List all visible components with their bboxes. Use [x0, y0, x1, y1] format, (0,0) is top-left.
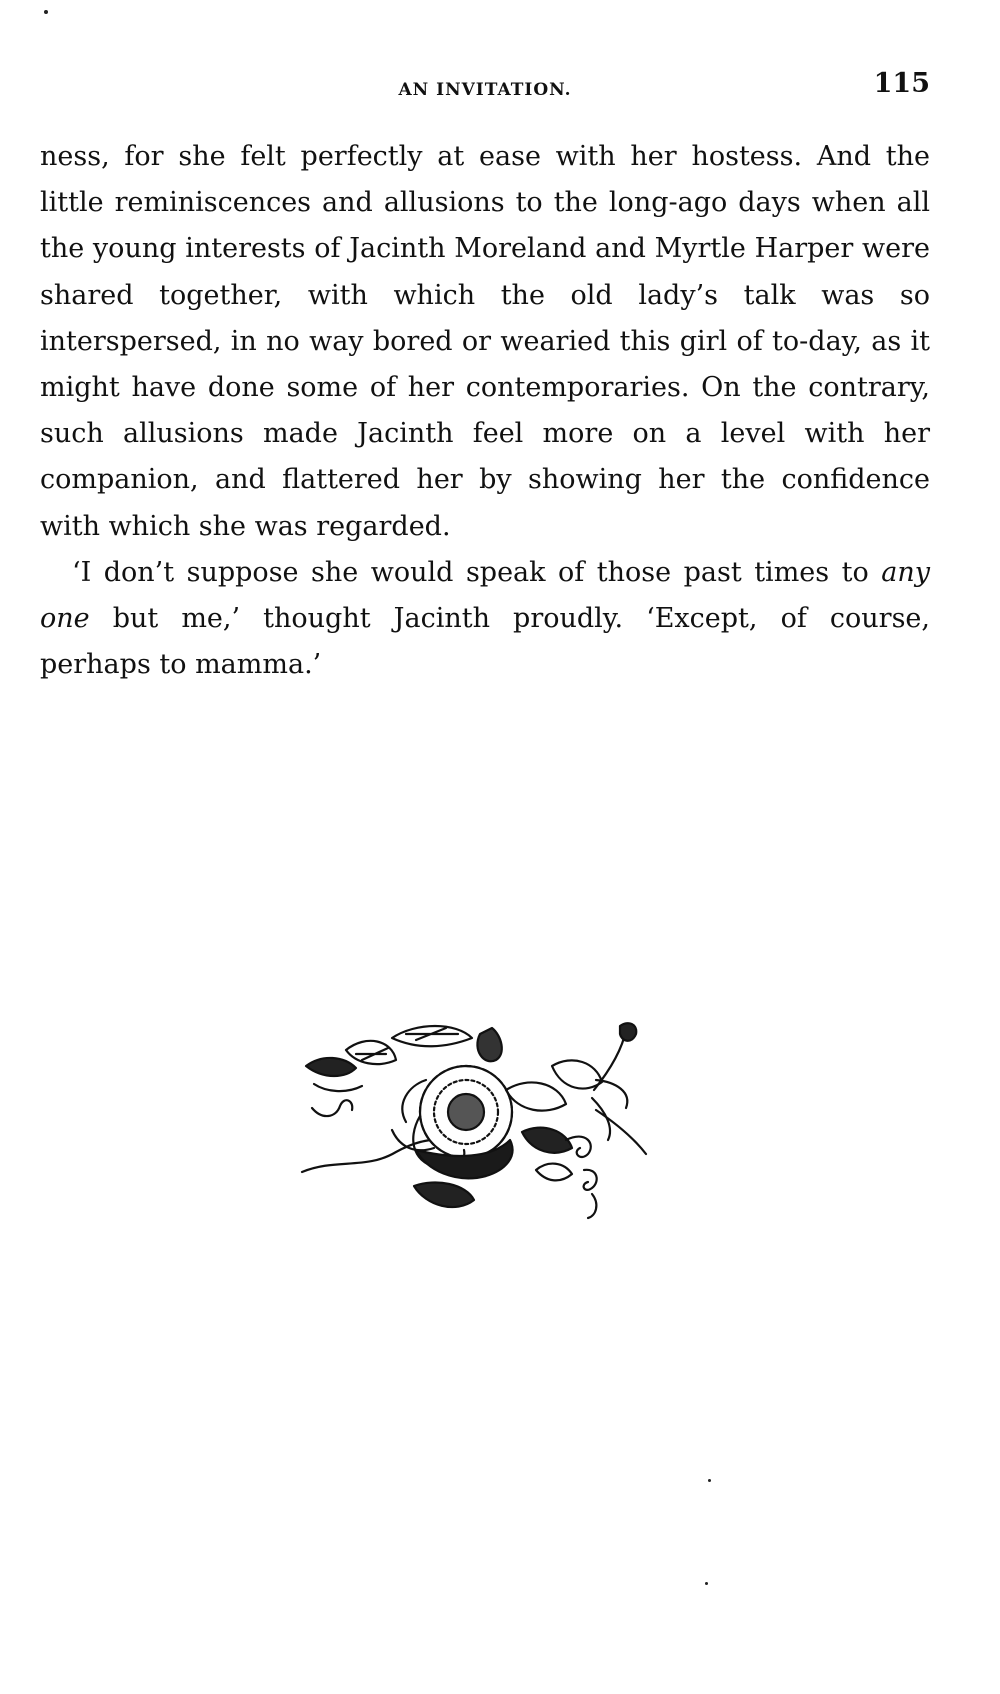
paragraph-2-start: ‘I don’t suppose she would speak of those past times to: [72, 556, 882, 588]
emphasis-any-one: any one: [40, 556, 930, 635]
print-speck: [708, 1479, 711, 1482]
print-speck: [705, 1582, 708, 1585]
page-number: 115: [873, 68, 930, 99]
print-speck: [44, 10, 48, 14]
paragraph-2-end: but me,’ thought Jacinth proudly. ‘Except, of course, perhaps to mamma.’: [40, 603, 930, 681]
body-text: [40, 134, 930, 688]
page-header: [40, 66, 930, 106]
floral-vignette-icon: [296, 1020, 676, 1225]
paragraph-1: ness, for she felt perfectly at ease with her hostess. And the little reminiscences and allusions to the long-ago days when all the young interests of Jacinth Moreland and Myrtle Harper were shared together, with which the old lady’s talk was so interspersed, in no way bored or wearied this girl of to-day, as it might have done some of her contemporaries. On the contrary, such allusions made Jacinth feel more on a level with her companion, and flattered her by showing her the confidence with which she was regarded.: [40, 141, 930, 542]
running-title: AN INVITATION.: [398, 80, 572, 100]
paragraph-2: [40, 550, 930, 689]
